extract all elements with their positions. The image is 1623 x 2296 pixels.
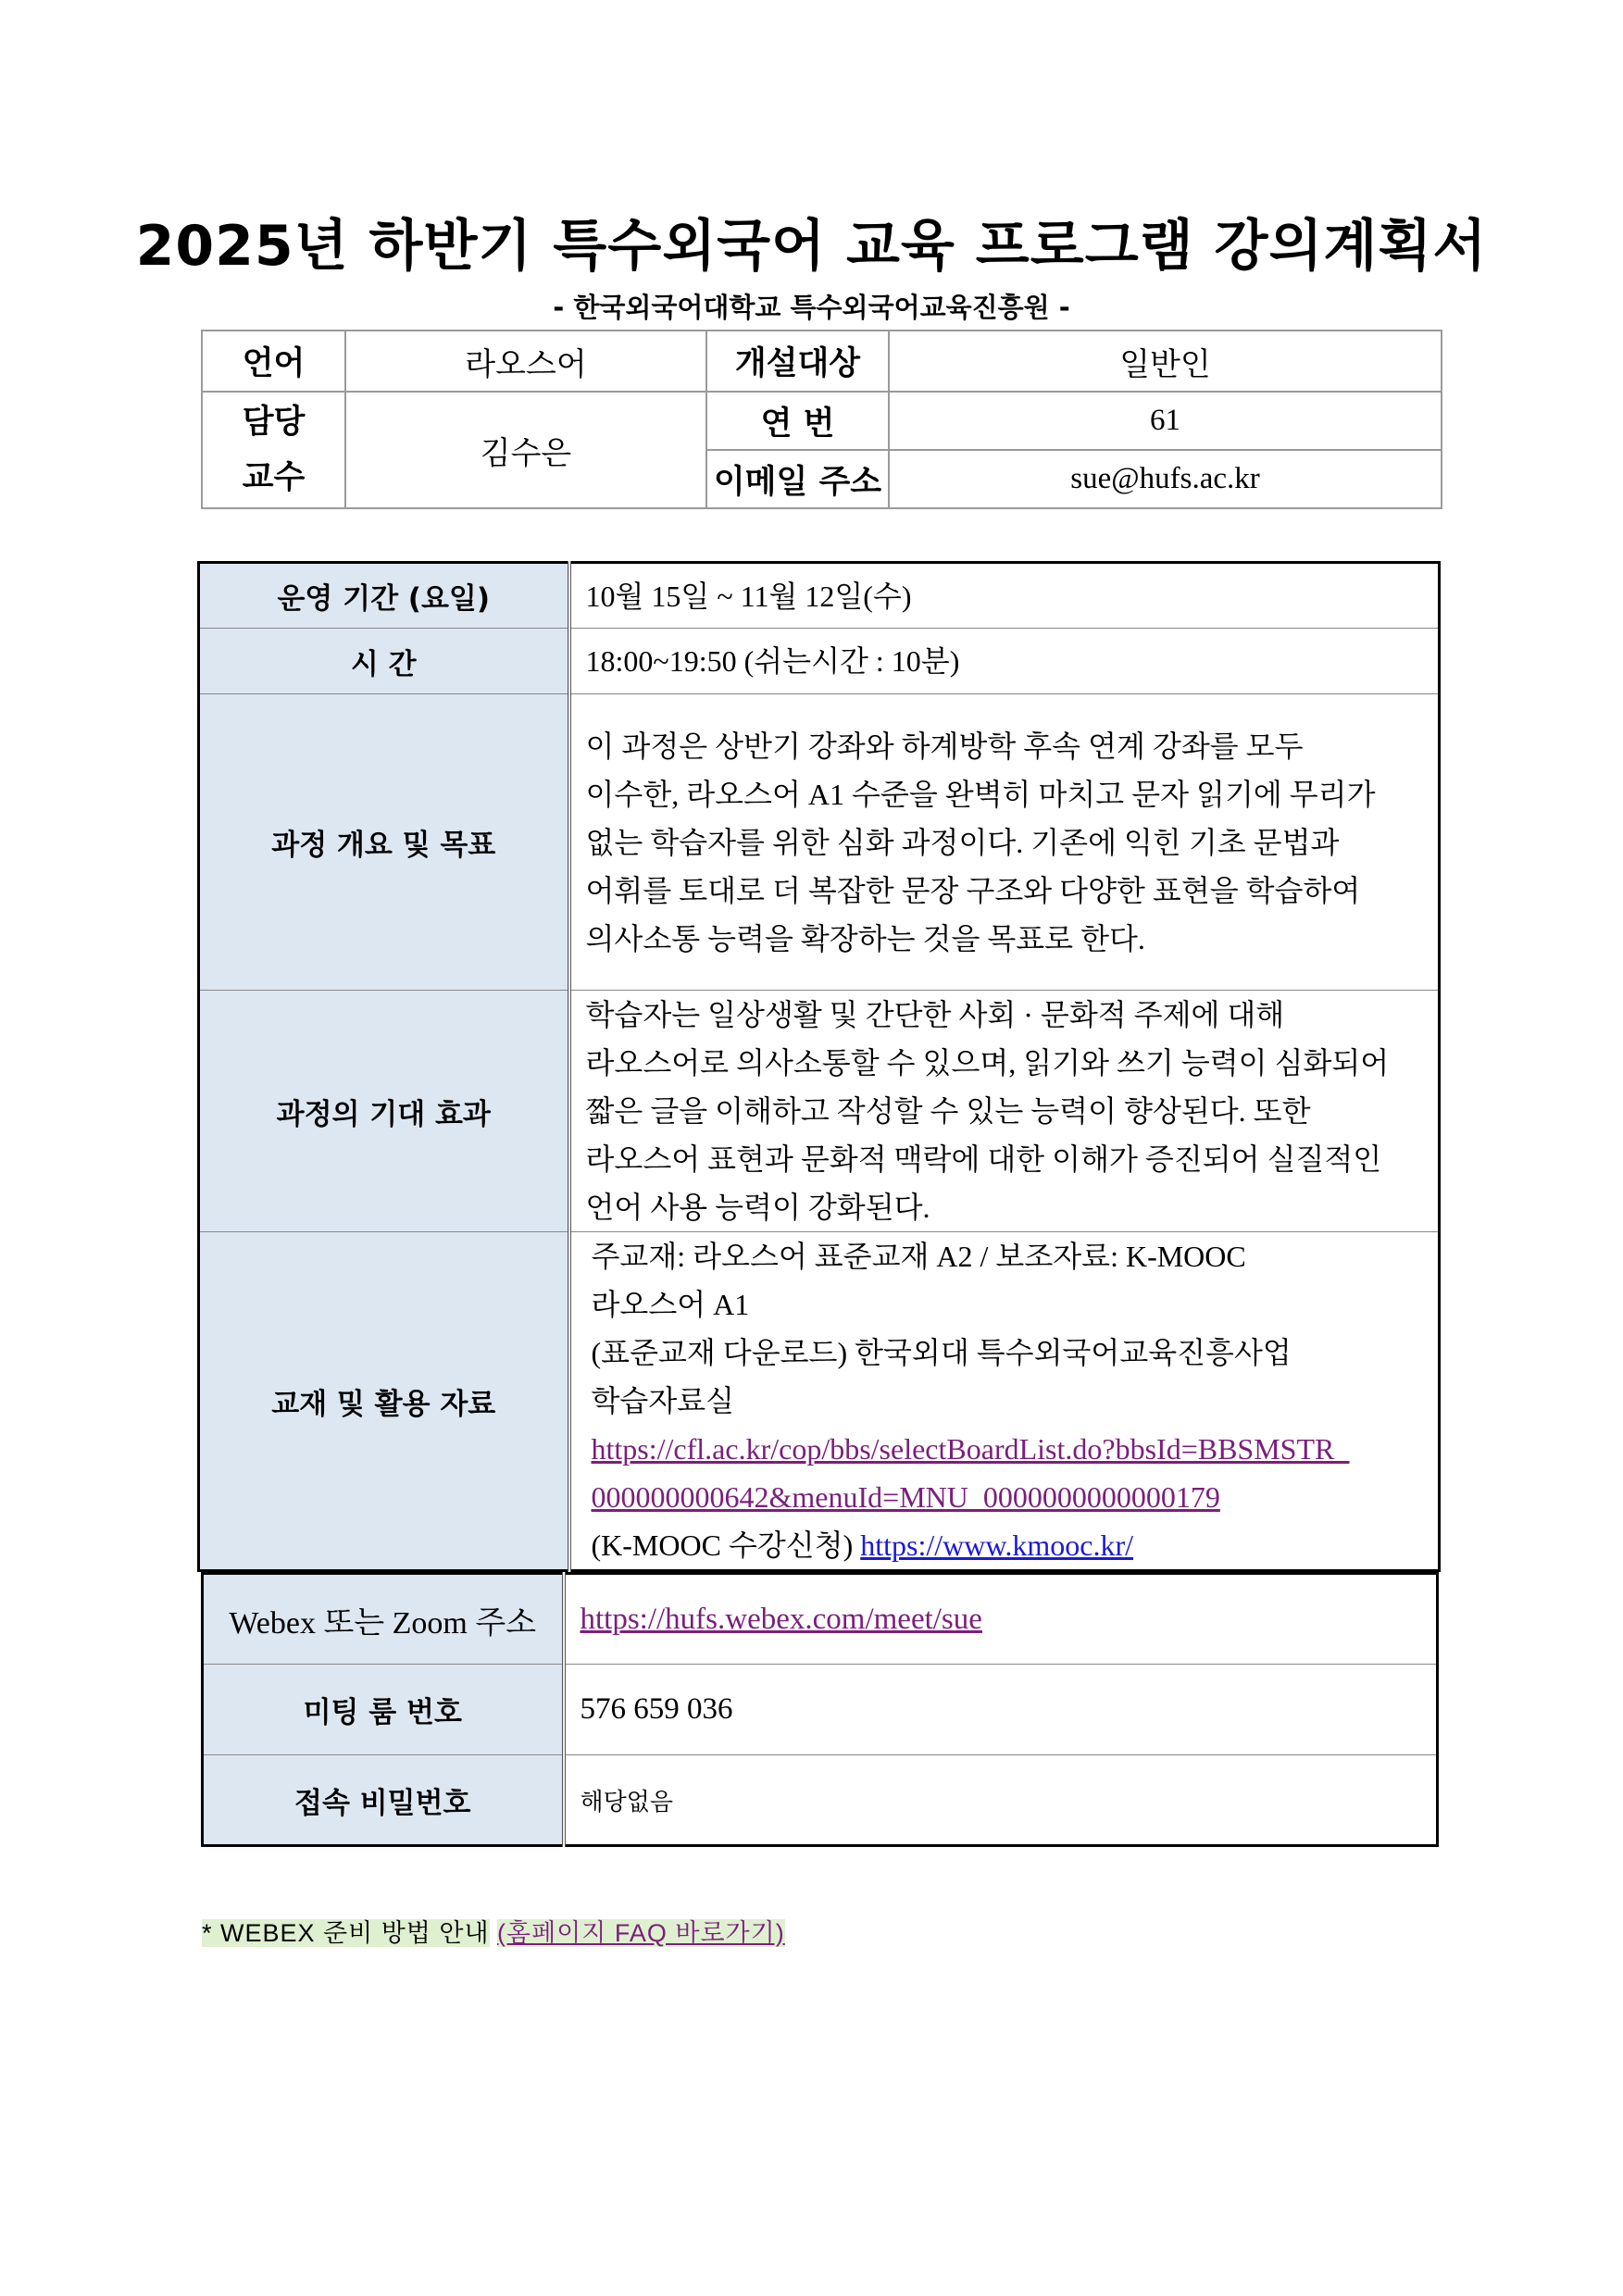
meeting-room-label: 미팅 룸 번호 <box>203 1665 564 1755</box>
board-link-part2[interactable]: 000000000642&menuId=MNU_0000000000000179 <box>591 1480 1220 1514</box>
password-value: 해당없음 <box>564 1755 1438 1846</box>
language-value: 라오스어 <box>345 331 706 392</box>
target-label: 개설대상 <box>706 331 889 392</box>
page-title: 2025년 하반기 특수외국어 교육 프로그램 강의계획서 <box>135 214 1488 279</box>
language-label: 언어 <box>202 331 345 392</box>
email-value: sue@hufs.ac.kr <box>889 450 1442 508</box>
period-value: 10월 15일 ~ 11월 12일(수) <box>569 563 1440 629</box>
webex-url-label: Webex 또는 Zoom 주소 <box>203 1574 564 1665</box>
instructor-value: 김수은 <box>345 392 706 508</box>
webex-url-cell <box>564 1574 1438 1665</box>
instructor-label <box>202 392 345 508</box>
email-label: 이메일 주소 <box>706 450 889 508</box>
instructor-label-line1: 담당 <box>242 404 306 441</box>
overview-line: 어휘를 토대로 더 복잡한 문장 구조와 다양한 표현을 학습하여 <box>585 873 1361 907</box>
materials-line: 학습자료실 <box>591 1384 735 1417</box>
kmooc-link[interactable]: https://www.kmooc.kr/ <box>860 1529 1134 1562</box>
instructor-label-line2: 교수 <box>242 459 306 496</box>
faq-link[interactable]: (홈페이지 FAQ 바로가기) <box>497 1919 785 1947</box>
effect-label: 과정의 기대 효과 <box>199 991 569 1232</box>
webex-url-link[interactable]: https://hufs.webex.com/meet/sue <box>580 1602 982 1636</box>
meeting-room-value: 576 659 036 <box>564 1665 1438 1755</box>
time-label: 시 간 <box>199 629 569 694</box>
overview-label: 과정 개요 및 목표 <box>199 694 569 991</box>
webex-table <box>201 1572 1439 1847</box>
target-value: 일반인 <box>889 331 1442 392</box>
overview-text <box>569 694 1440 991</box>
kmooc-line <box>592 1521 1426 1569</box>
overview-line: 이 과정은 상반기 강좌와 하계방학 후속 연계 강좌를 모두 <box>585 729 1304 763</box>
overview-line: 없는 학습자를 위한 심화 과정이다. 기존에 익힌 기초 문법과 <box>585 825 1340 859</box>
materials-line: 주교재: 라오스어 표준교재 A2 / 보조자료: K-MOOC <box>591 1240 1246 1273</box>
page-subtitle: - 한국외국어대학교 특수외국어교육진흥원 - <box>553 292 1070 323</box>
course-detail-table <box>197 561 1441 1572</box>
number-value: 61 <box>889 392 1442 450</box>
effect-text <box>569 991 1440 1232</box>
materials-line: (표준교재 다운로드) 한국외대 특수외국어교육진흥사업 <box>591 1336 1292 1369</box>
period-label: 운영 기간 (요일) <box>199 563 569 629</box>
board-link-part1[interactable]: https://cfl.ac.kr/cop/bbs/selectBoardList.do?bbsId=BBSMSTR_ <box>591 1432 1350 1466</box>
course-info-table <box>201 330 1442 509</box>
overview-line: 이수한, 라오스어 A1 수준을 완벽히 마치고 문자 읽기에 무리가 <box>585 777 1376 811</box>
effect-line: 학습자는 일상생활 및 간단한 사회 · 문화적 주제에 대해 <box>585 998 1285 1031</box>
effect-line: 라오스어로 의사소통할 수 있으며, 읽기와 쓰기 능력이 심화되어 <box>585 1046 1390 1079</box>
webex-guide-note <box>202 1913 785 1949</box>
effect-line: 짧은 글을 이해하고 작성할 수 있는 능력이 향상된다. 또한 <box>585 1094 1311 1128</box>
time-value: 18:00~19:50 (쉬는시간 : 10분) <box>569 629 1440 694</box>
webex-guide-text: * WEBEX 준비 방법 안내 <box>202 1919 490 1947</box>
password-label: 접속 비밀번호 <box>203 1755 564 1846</box>
overview-line: 의사소통 능력을 확장하는 것을 목표로 한다. <box>585 921 1145 955</box>
materials-text <box>569 1232 1440 1571</box>
effect-line: 언어 사용 능력이 강화된다. <box>585 1191 930 1224</box>
effect-line: 라오스어 표현과 문화적 맥락에 대한 이해가 증진되어 실질적인 <box>585 1142 1382 1176</box>
materials-label: 교재 및 활용 자료 <box>199 1232 569 1571</box>
number-label: 연 번 <box>706 392 889 450</box>
materials-line: 라오스어 A1 <box>591 1288 750 1321</box>
kmooc-prefix: (K-MOOC 수강신청) <box>591 1529 854 1562</box>
